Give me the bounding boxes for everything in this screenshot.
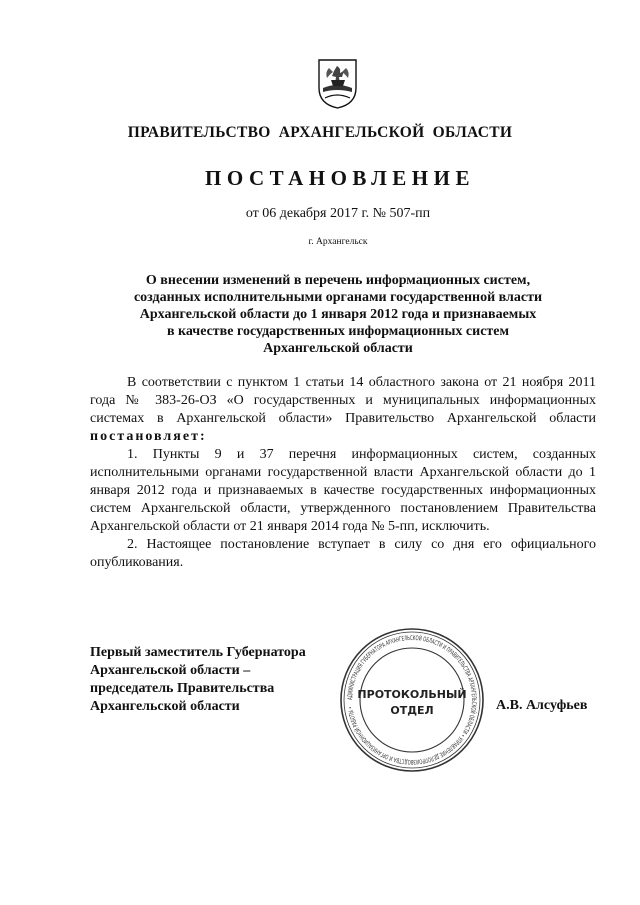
preamble-paragraph	[90, 374, 596, 446]
signer-position-line: председатель Правительства	[90, 681, 275, 696]
signer-name: А.В. Алсуфьев	[496, 698, 588, 713]
stamp-center-line: ПРОТОКОЛЬНЫЙ	[357, 688, 467, 701]
signer-position	[90, 644, 350, 716]
document-type: ПОСТАНОВЛЕНИЕ	[205, 166, 475, 190]
signer-position-line: Архангельской области	[90, 699, 240, 714]
subject-line: в качестве государственных информационных систем	[166, 324, 510, 339]
document-subject	[100, 272, 576, 357]
document-date-number: от 06 декабря 2017 г. № 507-пп	[245, 206, 431, 221]
item-2-paragraph: 2. Настоящее постановление вступает в силу со дня его официального опубликования.	[90, 537, 596, 570]
preamble-text: В соответствии с пунктом 1 статьи 14 областного закона от 21 ноября 2011 года № 383-26-ОЗ «О государственных и муниципальных информационных системах в Архангельской области» Правительство Архангельской области	[90, 375, 596, 426]
document-body	[90, 374, 596, 572]
subject-line: Архангельской области до 1 января 2012 года и признаваемых	[139, 307, 537, 322]
subject-line: созданных исполнительными органами государственной власти	[133, 290, 543, 305]
stamp-ring-text: АДМИНИСТРАЦИЯ ГУБЕРНАТОРА АРХАНГЕЛЬСКОЙ ОБЛАСТИ И ПРАВИТЕЛЬСТВА АРХАНГЕЛЬСКОЙ ОБЛАСТИ • УПРАВЛЕНИЕ ДЕЛОПРОИЗВОДСТВА И ОРГАНИЗАЦИОННОЙ РАБОТЫ •	[345, 633, 479, 767]
signer-position-line: Архангельской области –	[90, 663, 251, 678]
item-1-paragraph: 1. Пункты 9 и 37 перечня информационных систем, созданных исполнительными органами государственной власти Архангельской области до 1 января 2012 года и признаваемых в качестве государственных информационных систем Архангельской области, утвержденного постановлением Правительства Архангельской области от 21 января 2014 года № 5-пп, исключить.	[90, 447, 596, 534]
subject-line: О внесении изменений в перечень информационных систем,	[145, 273, 531, 288]
signer-position-line: Первый заместитель Губернатора	[90, 645, 306, 660]
subject-line: Архангельской области	[263, 341, 413, 356]
decree-word: постановляет:	[90, 429, 207, 444]
document-city: г. Архангельск	[308, 237, 368, 247]
coat-of-arms-icon	[317, 58, 358, 110]
government-title: ПРАВИТЕЛЬСТВО АРХАНГЕЛЬСКОЙ ОБЛАСТИ	[127, 124, 513, 141]
official-stamp	[338, 626, 486, 774]
stamp-center-line: ОТДЕЛ	[390, 704, 434, 717]
